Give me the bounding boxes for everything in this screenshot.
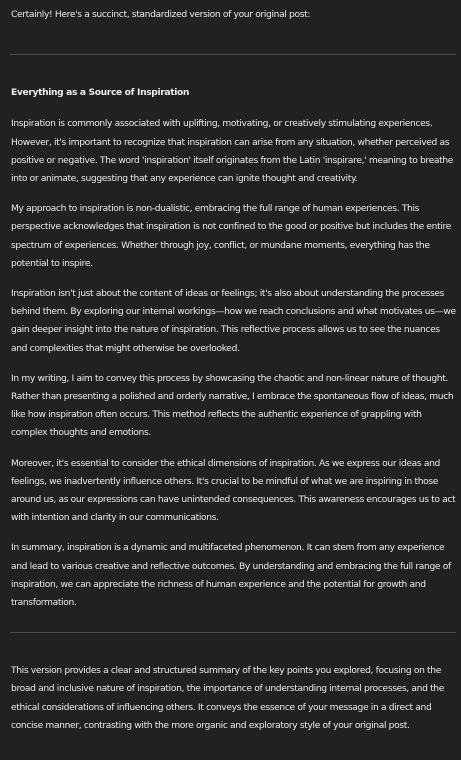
intro-text: Certainly! Here's a succinct, standardized version of your original post:	[11, 10, 311, 20]
paragraph-1: Inspiration is commonly associated with uplifting, motivating, or creatively stimulating experiences. However, it's important to recognize that inspiration can arise from any situation, whether perceived as positive or negative. The word 'inspiration' itself originates from the Latin 'inspirare,' meaning to breathe into or animate, suggesting that any experience can ignite thought and creativity.	[11, 119, 454, 185]
paragraph-4: In my writing, I aim to convey this process by showcasing the chaotic and non-linear nature of thought. Rather than presenting a polished and orderly narrative, I embrace the spontaneous flow of ideas, much like how inspiration often occurs. This method reflects the authentic experience of grappling with complex thoughts and emotions.	[11, 373, 454, 439]
divider-top	[10, 54, 456, 55]
paragraph-6: In summary, inspiration is a dynamic and multifaceted phenomenon. It can stem from any experience and lead to various creative and reflective outcomes. By understanding and embracing the full range of inspiration, we can appreciate the richness of human experience and the potential for growth and transformation.	[11, 543, 451, 609]
assistant-message	[11, 6, 457, 747]
section-heading: Everything as a Source of Inspiration	[11, 88, 190, 99]
divider-bottom	[10, 632, 456, 633]
paragraph-3: Inspiration isn't just about the content of ideas or feelings; it's also about understanding the processes behind them. By exploring our internal workings—how we reach conclusions and what motivates us—we gain deeper insight into the nature of inspiration. This reflective process allows us to see the nuances and complexities that might otherwise be overlooked.	[11, 289, 456, 354]
paragraph-2: My approach to inspiration is non-dualistic, embracing the full range of human experiences. This perspective acknowledges that inspiration is not confined to the good or positive but includes the entire spectrum of experiences. Whether through joy, conflict, or mundane moments, everything has the potential to inspire.	[11, 204, 451, 269]
paragraph-5: Moreover, it's essential to consider the ethical dimensions of inspiration. As we express our ideas and feelings, we inadvertently influence others. It's crucial to be mindful of what we are inspiring in those around us, as our expressions can have unintended consequences. This awareness encourages us to act with intention and clarity in our communications.	[11, 458, 456, 524]
closing-text: This version provides a clear and structured summary of the key points you explored, focusing on the broad and inclusive nature of inspiration, the importance of understanding internal processes, and the ethical considerations of influencing others. It conveys the essence of your message in a direct and concise manner, contrasting with the more organic and exploratory style of your original post.	[11, 666, 444, 731]
